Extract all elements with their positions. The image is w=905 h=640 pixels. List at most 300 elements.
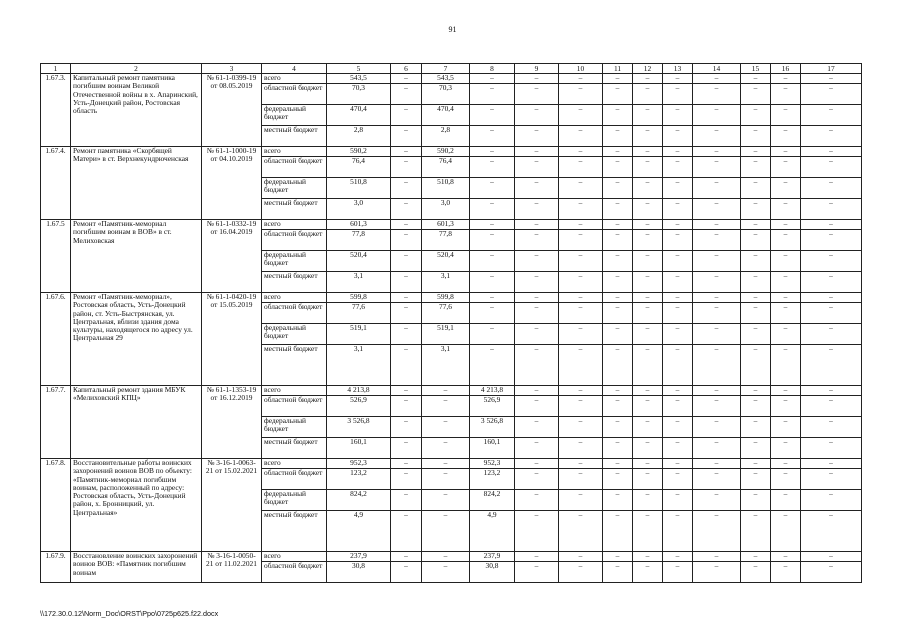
expertise-document: № 61-1-1353-19 от 16.12.2019 (202, 386, 262, 459)
amount-col15: – (741, 220, 771, 230)
amount-col14: – (693, 293, 741, 303)
amount-col6: – (391, 438, 422, 459)
amount-col7: 3,1 (422, 345, 470, 386)
amount-col17: – (801, 438, 862, 459)
amount-col9: – (515, 199, 559, 220)
table-row (41, 459, 862, 469)
amount-col7: 77,6 (422, 303, 470, 324)
object-name: Ремонт «Памятник-мемориал погибшим воинам в ВОВ» в ст. Мелиховская (71, 220, 202, 293)
amount-col15: – (741, 438, 771, 459)
amount-col9: – (515, 469, 559, 490)
amount-col13: – (663, 386, 693, 396)
amount-col9: – (515, 345, 559, 386)
amount-col16: – (771, 459, 801, 469)
amount-col13: – (663, 147, 693, 157)
amount-col6: – (391, 396, 422, 417)
amount-col6: – (391, 345, 422, 386)
amount-col7: 3,1 (422, 272, 470, 293)
amount-col13: – (663, 303, 693, 324)
amount-col9: – (515, 126, 559, 147)
amount-col7: 77,8 (422, 230, 470, 251)
funding-source: областной бюджет (262, 396, 327, 417)
amount-col11: – (603, 324, 633, 345)
expertise-document: № 61-1-0332-19 от 16.04.2019 (202, 220, 262, 293)
amount-col14: – (693, 199, 741, 220)
amount-col16: – (771, 84, 801, 105)
amount-col13: – (663, 459, 693, 469)
amount-col9: – (515, 303, 559, 324)
item-number: 1.67.8. (41, 459, 71, 552)
amount-col8: – (470, 157, 515, 178)
amount-col9: – (515, 84, 559, 105)
funding-source: федеральный бюджет (262, 178, 327, 199)
amount-col13: – (663, 511, 693, 552)
amount-col6: – (391, 251, 422, 272)
amount-col6: – (391, 417, 422, 438)
amount-col10: – (559, 562, 603, 583)
amount-col9: – (515, 105, 559, 126)
amount-col9: – (515, 324, 559, 345)
amount-col8: 4 213,8 (470, 386, 515, 396)
amount-col15: – (741, 74, 771, 84)
amount-col8: – (470, 74, 515, 84)
amount-col17: – (801, 147, 862, 157)
amount-col17: – (801, 293, 862, 303)
amount-col11: – (603, 303, 633, 324)
total-amount: 3 526,8 (327, 417, 391, 438)
item-number: 1.67.3. (41, 74, 71, 147)
total-amount: 4,9 (327, 511, 391, 552)
amount-col10: – (559, 126, 603, 147)
amount-col11: – (603, 459, 633, 469)
amount-col16: – (771, 178, 801, 199)
amount-col14: – (693, 324, 741, 345)
funding-source: местный бюджет (262, 345, 327, 386)
amount-col13: – (663, 251, 693, 272)
total-amount: 3,1 (327, 345, 391, 386)
column-number: 15 (741, 64, 771, 74)
table-row (41, 386, 862, 396)
amount-col10: – (559, 552, 603, 562)
amount-col16: – (771, 293, 801, 303)
amount-col6: – (391, 469, 422, 490)
total-amount: 824,2 (327, 490, 391, 511)
funding-table (40, 63, 862, 583)
amount-col10: – (559, 324, 603, 345)
total-amount: 237,9 (327, 552, 391, 562)
amount-col9: – (515, 552, 559, 562)
amount-col13: – (663, 417, 693, 438)
amount-col12: – (633, 303, 663, 324)
amount-col11: – (603, 220, 633, 230)
amount-col7: 470,4 (422, 105, 470, 126)
amount-col13: – (663, 74, 693, 84)
amount-col9: – (515, 386, 559, 396)
amount-col8: 123,2 (470, 469, 515, 490)
amount-col10: – (559, 303, 603, 324)
column-number: 6 (391, 64, 422, 74)
amount-col11: – (603, 74, 633, 84)
funding-source: областной бюджет (262, 84, 327, 105)
amount-col16: – (771, 126, 801, 147)
amount-col12: – (633, 178, 663, 199)
amount-col12: – (633, 157, 663, 178)
table-row (41, 293, 862, 303)
amount-col6: – (391, 324, 422, 345)
amount-col17: – (801, 230, 862, 251)
amount-col8: 160,1 (470, 438, 515, 459)
amount-col14: – (693, 251, 741, 272)
amount-col11: – (603, 345, 633, 386)
amount-col8: – (470, 126, 515, 147)
amount-col12: – (633, 490, 663, 511)
amount-col10: – (559, 147, 603, 157)
amount-col13: – (663, 84, 693, 105)
amount-col15: – (741, 324, 771, 345)
amount-col9: – (515, 251, 559, 272)
amount-col11: – (603, 293, 633, 303)
amount-col16: – (771, 230, 801, 251)
amount-col15: – (741, 272, 771, 293)
amount-col9: – (515, 490, 559, 511)
amount-col9: – (515, 272, 559, 293)
amount-col8: – (470, 220, 515, 230)
amount-col13: – (663, 105, 693, 126)
amount-col13: – (663, 157, 693, 178)
amount-col8: – (470, 105, 515, 126)
funding-source: федеральный бюджет (262, 490, 327, 511)
amount-col17: – (801, 220, 862, 230)
column-number: 7 (422, 64, 470, 74)
amount-col14: – (693, 345, 741, 386)
amount-col14: – (693, 396, 741, 417)
object-name: Ремонт «Памятник-мемориал», Ростовская область, Усть-Донецкий район, ст. Усть-Быстрянская, ул. Центральная, вблизи здания дома культуры, находящегося по адресу ул. Центральная 29 (71, 293, 202, 386)
amount-col11: – (603, 552, 633, 562)
amount-col13: – (663, 562, 693, 583)
funding-source: федеральный бюджет (262, 251, 327, 272)
amount-col12: – (633, 272, 663, 293)
amount-col11: – (603, 417, 633, 438)
page-number: 91 (448, 25, 457, 34)
column-number: 10 (559, 64, 603, 74)
amount-col10: – (559, 386, 603, 396)
amount-col16: – (771, 324, 801, 345)
amount-col17: – (801, 386, 862, 396)
amount-col12: – (633, 74, 663, 84)
total-amount: 4 213,8 (327, 386, 391, 396)
amount-col8: 3 526,8 (470, 417, 515, 438)
total-amount: 123,2 (327, 469, 391, 490)
amount-col16: – (771, 386, 801, 396)
amount-col8: – (470, 251, 515, 272)
amount-col16: – (771, 251, 801, 272)
amount-col15: – (741, 251, 771, 272)
amount-col17: – (801, 251, 862, 272)
amount-col15: – (741, 84, 771, 105)
amount-col16: – (771, 396, 801, 417)
amount-col17: – (801, 345, 862, 386)
amount-col6: – (391, 293, 422, 303)
amount-col7: 510,8 (422, 178, 470, 199)
amount-col12: – (633, 126, 663, 147)
total-amount: 3,0 (327, 199, 391, 220)
funding-source: всего (262, 293, 327, 303)
funding-source: федеральный бюджет (262, 324, 327, 345)
amount-col14: – (693, 105, 741, 126)
amount-col6: – (391, 84, 422, 105)
amount-col7: 543,5 (422, 74, 470, 84)
amount-col14: – (693, 157, 741, 178)
amount-col13: – (663, 396, 693, 417)
amount-col17: – (801, 511, 862, 552)
amount-col7: – (422, 459, 470, 469)
funding-source: областной бюджет (262, 230, 327, 251)
amount-col13: – (663, 438, 693, 459)
amount-col14: – (693, 126, 741, 147)
amount-col13: – (663, 469, 693, 490)
amount-col12: – (633, 417, 663, 438)
funding-source: федеральный бюджет (262, 417, 327, 438)
amount-col11: – (603, 511, 633, 552)
amount-col14: – (693, 84, 741, 105)
total-amount: 519,1 (327, 324, 391, 345)
amount-col17: – (801, 178, 862, 199)
amount-col12: – (633, 396, 663, 417)
amount-col8: – (470, 84, 515, 105)
amount-col16: – (771, 417, 801, 438)
column-number: 11 (603, 64, 633, 74)
amount-col15: – (741, 562, 771, 583)
amount-col15: – (741, 199, 771, 220)
object-name: Ремонт памятника «Скорбящей Матери» в ст. Верхнекундрюченская (71, 147, 202, 220)
column-number: 12 (633, 64, 663, 74)
amount-col7: – (422, 417, 470, 438)
amount-col10: – (559, 272, 603, 293)
amount-col16: – (771, 105, 801, 126)
amount-col10: – (559, 396, 603, 417)
amount-col15: – (741, 178, 771, 199)
amount-col7: – (422, 552, 470, 562)
amount-col16: – (771, 469, 801, 490)
amount-col7: 70,3 (422, 84, 470, 105)
amount-col9: – (515, 230, 559, 251)
amount-col12: – (633, 562, 663, 583)
amount-col10: – (559, 293, 603, 303)
amount-col6: – (391, 230, 422, 251)
expertise-document: № 3-16-1-0063-21 от 15.02.2021 (202, 459, 262, 552)
column-number-row (41, 64, 862, 74)
amount-col12: – (633, 511, 663, 552)
amount-col9: – (515, 438, 559, 459)
amount-col6: – (391, 74, 422, 84)
total-amount: 543,5 (327, 74, 391, 84)
total-amount: 470,4 (327, 105, 391, 126)
amount-col6: – (391, 126, 422, 147)
column-number: 8 (470, 64, 515, 74)
column-number: 9 (515, 64, 559, 74)
amount-col8: – (470, 293, 515, 303)
amount-col16: – (771, 272, 801, 293)
amount-col7: 519,1 (422, 324, 470, 345)
funding-source: местный бюджет (262, 272, 327, 293)
amount-col9: – (515, 417, 559, 438)
amount-col10: – (559, 438, 603, 459)
amount-col10: – (559, 417, 603, 438)
table-row (41, 220, 862, 230)
total-amount: 76,4 (327, 157, 391, 178)
funding-source: местный бюджет (262, 438, 327, 459)
amount-col9: – (515, 293, 559, 303)
amount-col14: – (693, 74, 741, 84)
funding-source: всего (262, 147, 327, 157)
amount-col15: – (741, 490, 771, 511)
amount-col10: – (559, 345, 603, 386)
amount-col16: – (771, 511, 801, 552)
column-number: 17 (801, 64, 862, 74)
amount-col10: – (559, 105, 603, 126)
funding-source: областной бюджет (262, 469, 327, 490)
amount-col13: – (663, 199, 693, 220)
amount-col7: – (422, 469, 470, 490)
amount-col11: – (603, 396, 633, 417)
amount-col17: – (801, 74, 862, 84)
amount-col17: – (801, 126, 862, 147)
amount-col8: – (470, 272, 515, 293)
amount-col16: – (771, 345, 801, 386)
amount-col7: 2,8 (422, 126, 470, 147)
funding-source: всего (262, 552, 327, 562)
amount-col16: – (771, 552, 801, 562)
amount-col10: – (559, 490, 603, 511)
amount-col10: – (559, 251, 603, 272)
amount-col16: – (771, 199, 801, 220)
amount-col17: – (801, 157, 862, 178)
amount-col12: – (633, 324, 663, 345)
total-amount: 510,8 (327, 178, 391, 199)
amount-col12: – (633, 386, 663, 396)
funding-source: всего (262, 220, 327, 230)
total-amount: 2,8 (327, 126, 391, 147)
expertise-document: № 61-1-0420-19 от 15.05.2019 (202, 293, 262, 386)
amount-col15: – (741, 126, 771, 147)
amount-col11: – (603, 469, 633, 490)
amount-col15: – (741, 230, 771, 251)
amount-col12: – (633, 469, 663, 490)
amount-col12: – (633, 293, 663, 303)
amount-col14: – (693, 147, 741, 157)
amount-col14: – (693, 220, 741, 230)
object-name: Восстановительные работы воинских захоронений воинов ВОВ по объекту: «Памятник-мемориал погибшим воинам, расположенный по адресу: Ростовская область, Усть-Донецкий район, х. Бронницкий, ул. Центральная» (71, 459, 202, 552)
total-amount: 70,3 (327, 84, 391, 105)
amount-col14: – (693, 552, 741, 562)
amount-col6: – (391, 220, 422, 230)
amount-col12: – (633, 199, 663, 220)
amount-col15: – (741, 157, 771, 178)
amount-col10: – (559, 459, 603, 469)
item-number: 1.67.9. (41, 552, 71, 583)
amount-col15: – (741, 293, 771, 303)
amount-col17: – (801, 396, 862, 417)
amount-col14: – (693, 386, 741, 396)
amount-col9: – (515, 157, 559, 178)
amount-col17: – (801, 562, 862, 583)
object-name: Восстановление воинских захоронений воинов ВОВ: «Памятник погибшим воинам (71, 552, 202, 583)
amount-col8: 237,9 (470, 552, 515, 562)
amount-col15: – (741, 105, 771, 126)
amount-col11: – (603, 147, 633, 157)
item-number: 1.67.7. (41, 386, 71, 459)
amount-col14: – (693, 178, 741, 199)
amount-col14: – (693, 438, 741, 459)
amount-col9: – (515, 178, 559, 199)
amount-col15: – (741, 417, 771, 438)
amount-col11: – (603, 438, 633, 459)
amount-col11: – (603, 84, 633, 105)
amount-col14: – (693, 562, 741, 583)
amount-col8: 4,9 (470, 511, 515, 552)
column-number: 4 (262, 64, 327, 74)
total-amount: 160,1 (327, 438, 391, 459)
amount-col13: – (663, 324, 693, 345)
amount-col11: – (603, 251, 633, 272)
column-number: 5 (327, 64, 391, 74)
amount-col11: – (603, 230, 633, 251)
amount-col12: – (633, 345, 663, 386)
amount-col6: – (391, 303, 422, 324)
amount-col10: – (559, 178, 603, 199)
amount-col8: – (470, 147, 515, 157)
amount-col15: – (741, 345, 771, 386)
amount-col8: – (470, 345, 515, 386)
amount-col11: – (603, 105, 633, 126)
amount-col10: – (559, 199, 603, 220)
amount-col17: – (801, 324, 862, 345)
item-number: 1.67.4. (41, 147, 71, 220)
funding-source: областной бюджет (262, 562, 327, 583)
amount-col6: – (391, 552, 422, 562)
amount-col6: – (391, 147, 422, 157)
column-number: 2 (71, 64, 202, 74)
amount-col6: – (391, 511, 422, 552)
amount-col6: – (391, 459, 422, 469)
total-amount: 3,1 (327, 272, 391, 293)
amount-col15: – (741, 511, 771, 552)
amount-col13: – (663, 345, 693, 386)
amount-col7: 599,8 (422, 293, 470, 303)
amount-col13: – (663, 178, 693, 199)
amount-col7: – (422, 490, 470, 511)
amount-col8: – (470, 230, 515, 251)
amount-col14: – (693, 417, 741, 438)
item-number: 1.67.5 (41, 220, 71, 293)
amount-col11: – (603, 386, 633, 396)
amount-col16: – (771, 157, 801, 178)
amount-col7: 76,4 (422, 157, 470, 178)
total-amount: 952,3 (327, 459, 391, 469)
amount-col15: – (741, 386, 771, 396)
amount-col17: – (801, 303, 862, 324)
amount-col12: – (633, 438, 663, 459)
amount-col15: – (741, 396, 771, 417)
amount-col7: 520,4 (422, 251, 470, 272)
amount-col12: – (633, 84, 663, 105)
amount-col9: – (515, 396, 559, 417)
amount-col17: – (801, 199, 862, 220)
funding-source: областной бюджет (262, 303, 327, 324)
amount-col17: – (801, 272, 862, 293)
amount-col17: – (801, 105, 862, 126)
table-row (41, 552, 862, 562)
